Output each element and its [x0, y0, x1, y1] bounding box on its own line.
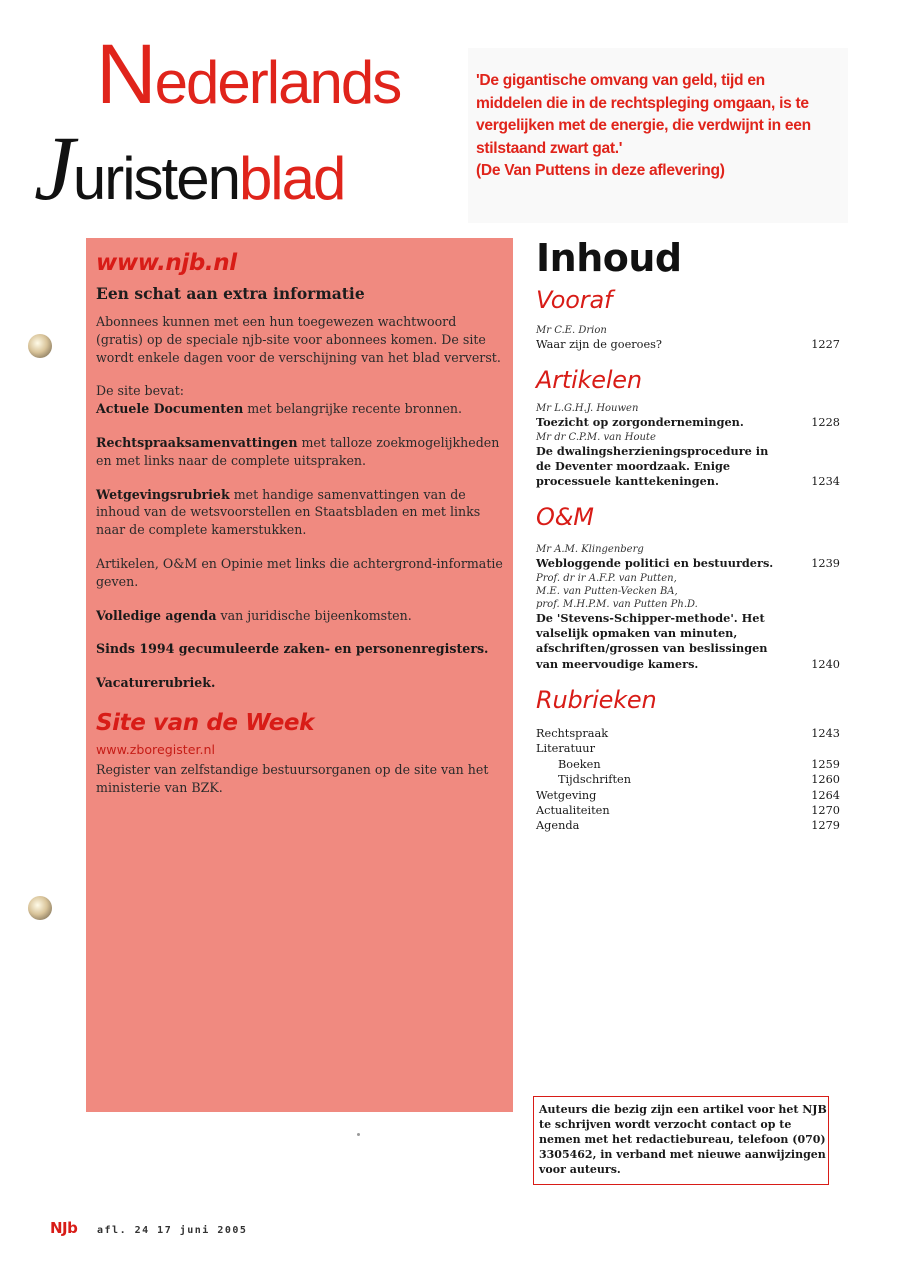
toc-rubric-row[interactable]: Rechtspraak 1243 [536, 726, 840, 740]
pull-quote: 'De gigantische omvang van geld, tijd en middelen die in de rechtspleging omgaan, is te vergelijken met de energie, die verdwijnt in een stilstaand zwart gat.' (De Van Puttens in deze aflevering) [468, 48, 848, 223]
table-of-contents [536, 236, 840, 834]
masthead-line-nederlands: Nederlands [96, 27, 401, 121]
toc-rubric-row[interactable]: Tijdschriften 1260 [558, 773, 840, 787]
toc-rubric-row[interactable]: Actualiteiten 1270 [536, 804, 840, 817]
toc-rubric-row[interactable]: Agenda 1279 [536, 819, 840, 833]
panel-item: Vacaturerubriek. [96, 675, 216, 691]
toc-entry[interactable]: De 'Stevens-Schipper-methode'. Het valselijk opmaken van minuten, afschriften/grossen van beslissingen van meervoudige kamers. 1240 [536, 610, 840, 671]
toc-author: Mr dr C.P.M. van Houte [536, 431, 656, 443]
panel-item: Artikelen, O&M en Opinie met links die achtergrond-informatie geven. [96, 555, 503, 589]
panel-item: Volledige agenda van juridische bijeenkomsten. [96, 607, 412, 623]
site-of-week-title: Site van de Week [96, 709, 315, 736]
footer-issue-info: afl. 24 17 juni 2005 [97, 1225, 248, 1236]
panel-item: Wetgevingsrubriek met handige samenvattingen van de inhoud van de wetsvoorstellen en Staatsbladen en met links naar de complete kamerstukken. [96, 486, 481, 538]
site-of-week-description: Register van zelfstandige bestuursorganen op de site van het ministerie van BZK. [96, 761, 489, 795]
toc-section-vooraf: Vooraf Mr C.E. Drion Waar zijn de goeroes? 1227 [536, 286, 840, 351]
toc-section-rubrieken: Rubrieken Rechtspraak 1243 Literatuur Boeken 1259 Tijdschriften 1260 Wetgeving 1264 Actualiteiten 1270 Agenda 1279 [536, 685, 840, 833]
panel-item: Rechtspraaksamenvattingen met talloze zoekmogelijkheden en met links naar de complete uitspraken. [96, 434, 500, 468]
toc-entry[interactable]: Webloggende politici en bestuurders. 1239 [536, 556, 840, 571]
toc-author: Mr L.G.H.J. Houwen [536, 403, 639, 415]
panel-title: www.njb.nl [96, 250, 237, 276]
panel-contains-label: De site bevat: [96, 383, 185, 399]
toc-entry[interactable]: Toezicht op zorgondernemingen. 1228 [536, 415, 840, 430]
toc-entry[interactable]: De dwalingsherzieningsprocedure in de Deventer moordzaak. Enige processuele kanttekeningen. 1234 [536, 443, 840, 489]
toc-section-artikelen: Artikelen Mr L.G.H.J. Houwen Toezicht op zorgondernemingen. 1228 Mr dr C.P.M. van Houte De dwalingsherzieningsprocedure in de Deventer moordzaak. Enige processuele kanttekeningen. 1234 [536, 366, 840, 489]
toc-rubric-row[interactable]: Boeken 1259 [558, 757, 840, 771]
toc-author: M.E. van Putten-Vecken BA, [536, 585, 678, 597]
panel-subtitle: Een schat aan extra informatie [96, 284, 365, 303]
toc-entry[interactable]: Waar zijn de goeroes? 1227 [536, 338, 840, 351]
toc-rubric-row[interactable]: Literatuur [536, 742, 595, 756]
toc-heading: Inhoud [536, 236, 682, 280]
site-of-week-link[interactable]: www.zboregister.nl [96, 741, 215, 757]
footer-logo: NJb [50, 1219, 78, 1237]
author-notice-box: Auteurs die bezig zijn een artikel voor het NJB te schrijven wordt verzocht contact op te nemen met het redactiebureau, telefoon (070) 3305462, in verband met nieuwe aanwijzingen voor auteurs. [533, 1096, 829, 1185]
masthead-line-juristenblad: Juristenblad [34, 117, 345, 219]
binder-hole-bottom [28, 896, 52, 920]
masthead-logo [30, 27, 470, 230]
page-speck [357, 1133, 360, 1136]
toc-author: Prof. dr ir A.F.P. van Putten, [536, 572, 677, 584]
toc-author: Mr A.M. Klingenberg [536, 544, 644, 556]
binder-hole-top [28, 334, 52, 358]
page-footer [50, 1218, 247, 1237]
toc-rubric-row[interactable]: Wetgeving 1264 [536, 788, 840, 802]
website-info-panel [86, 238, 513, 1112]
panel-intro: Abonnees kunnen met een hun toegewezen wachtwoord (gratis) op de speciale njb-site voor abonnees komen. De site wordt enkele dagen voor de verschijning van het blad ververst. [96, 314, 501, 365]
toc-author: prof. M.H.P.M. van Putten Ph.D. [536, 598, 698, 610]
toc-author: Mr C.E. Drion [536, 325, 607, 336]
panel-item: Sinds 1994 gecumuleerde zaken- en personenregisters. [96, 641, 489, 657]
toc-section-om: O&M Mr A.M. Klingenberg Webloggende politici en bestuurders. 1239 Prof. dr ir A.F.P. van Putten, M.E. van Putten-Vecken BA, prof. M.H.P.M. van Putten Ph.D. De 'Stevens-Schipper-methode'. Het valselijk opmaken van minuten, afschriften/grossen van beslissingen van meervoudige kamers. 1240 [536, 503, 840, 671]
panel-item: Actuele Documenten met belangrijke recente bronnen. [96, 401, 463, 417]
